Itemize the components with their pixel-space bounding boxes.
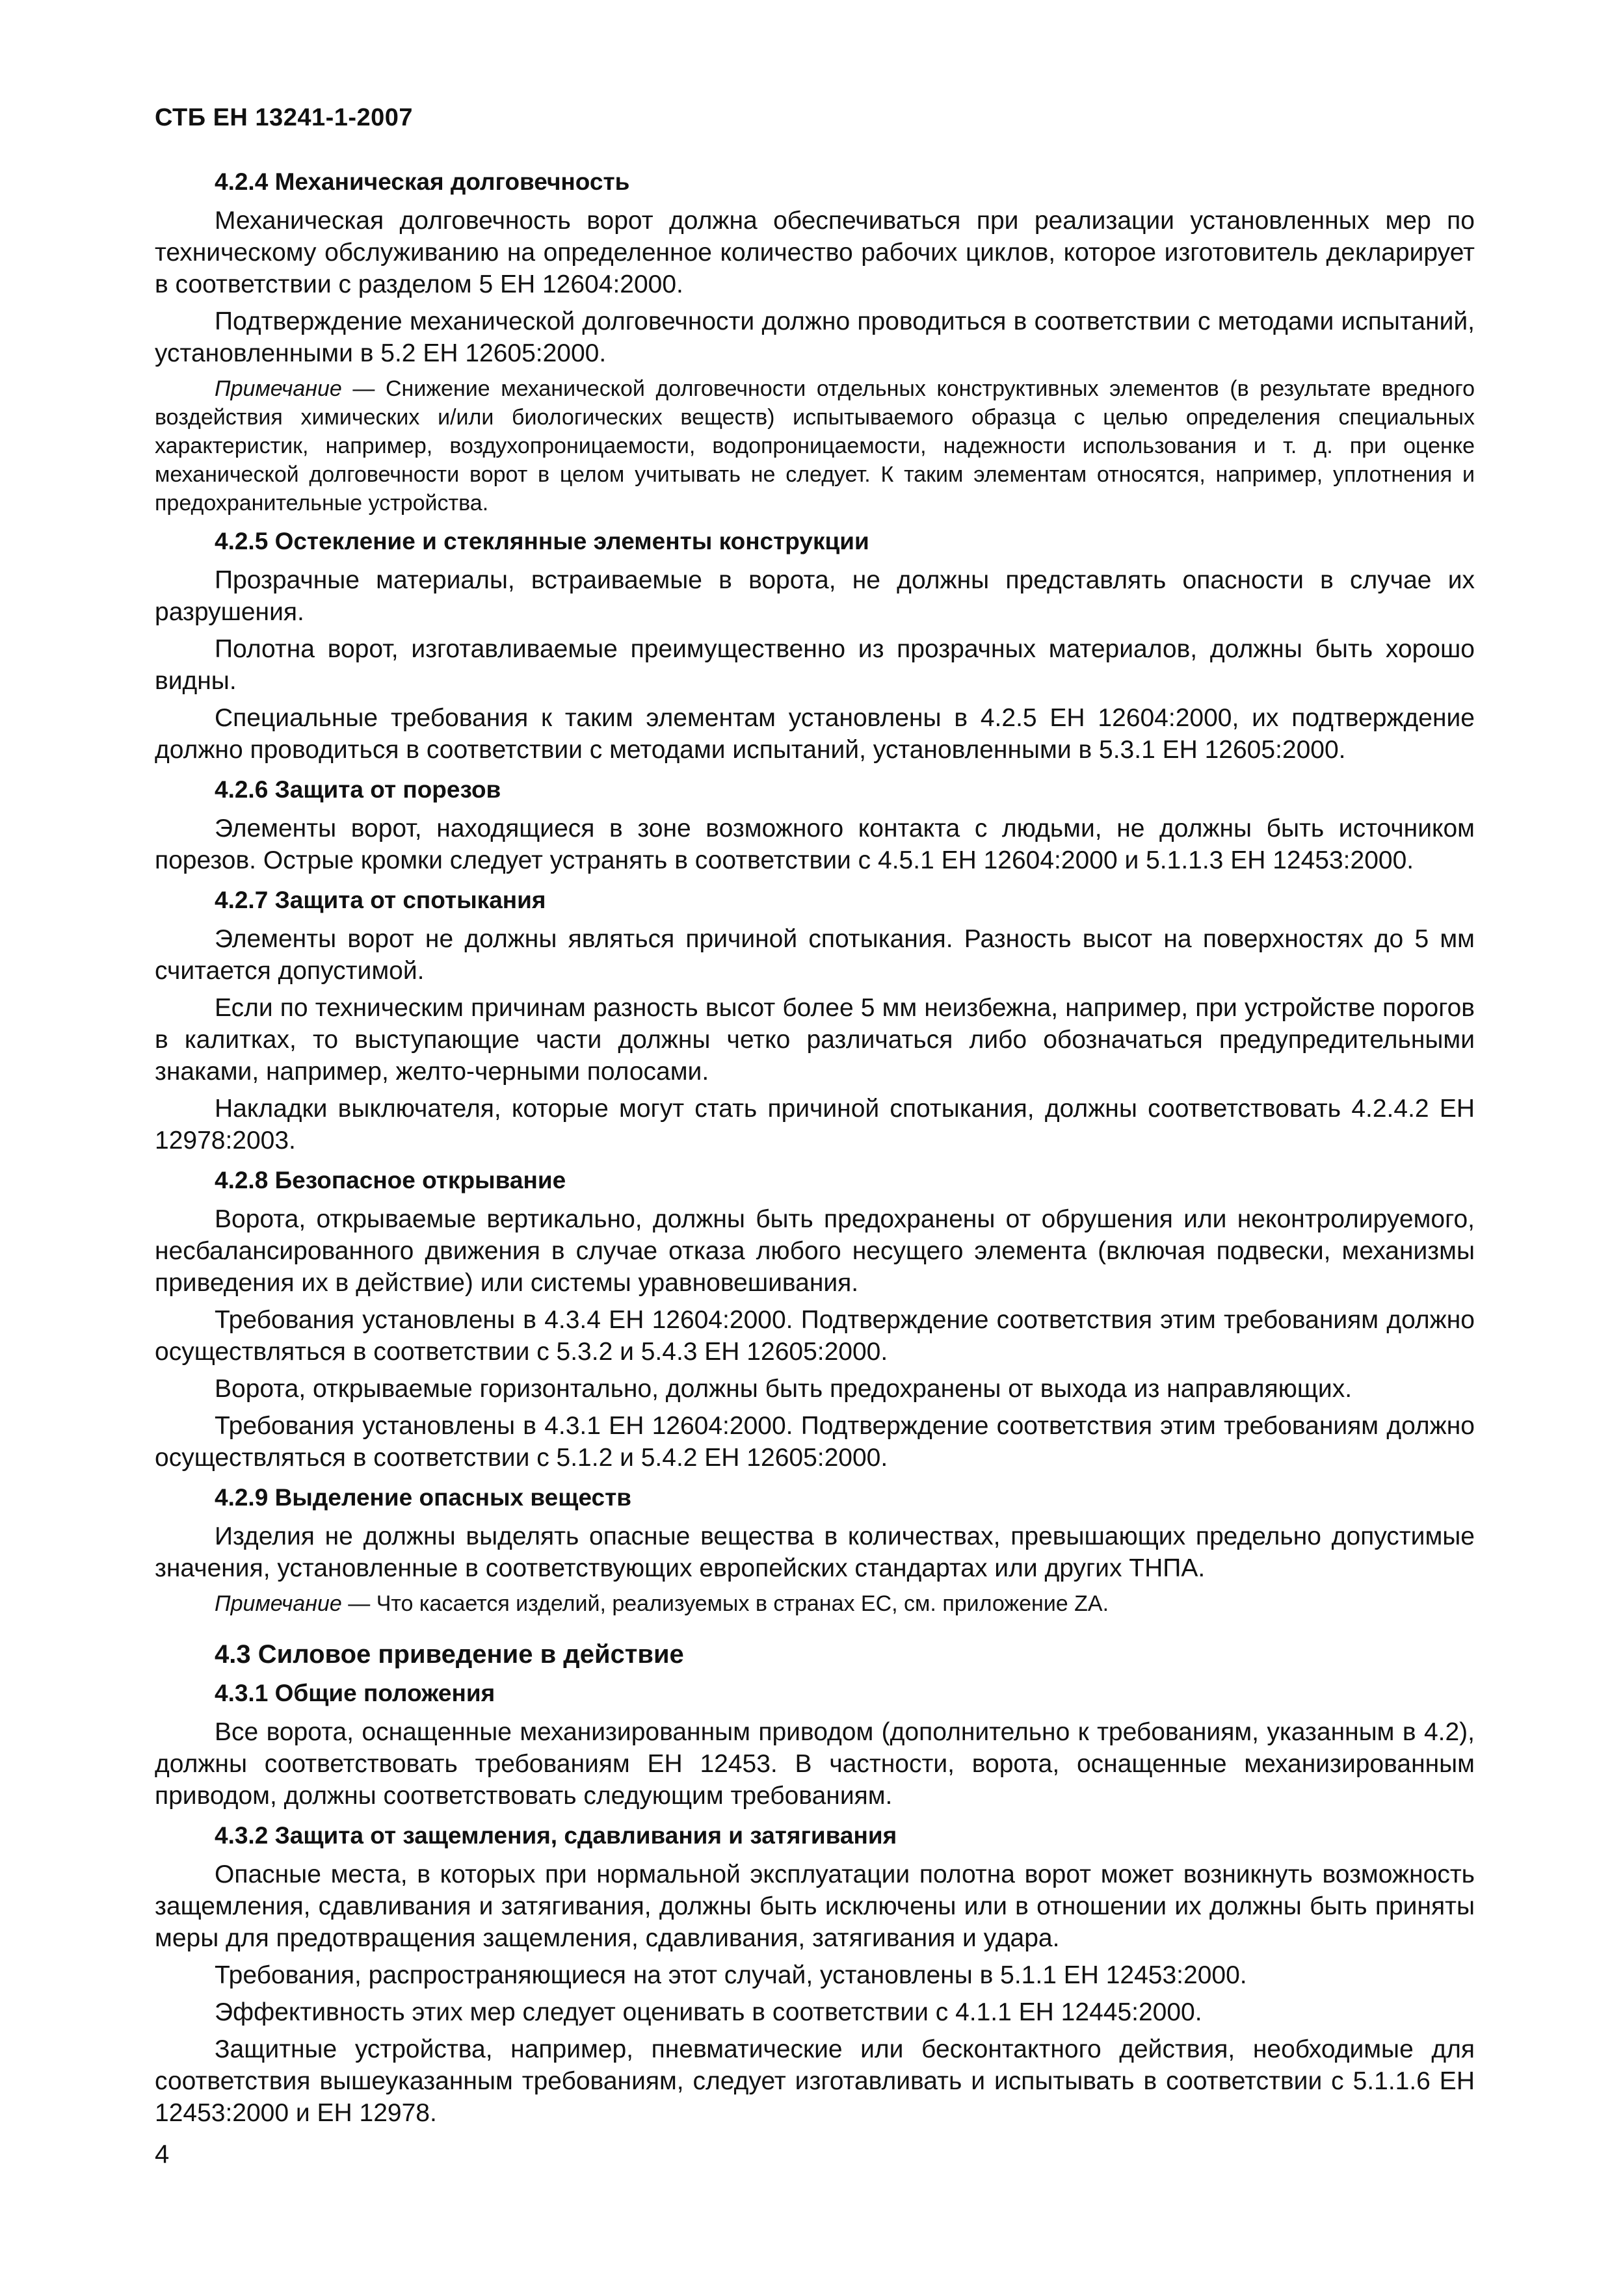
heading-4-2-5: 4.2.5 Остекление и стеклянные элементы конструкции	[215, 528, 869, 554]
note-text: — Снижение механической долговечности отдельных конструктивных элементов (в результате вредного воздействия химических и/или биологических веществ) испытываемого образца с целью определения специальных характеристик, например, воздухопроницаемости, водопроницаемости, надежности использования и т. д. при оценке механической долговечности ворот в целом учитывать не следует. К таким элементам относятся, например, уплотнения и предохранительные устройства.	[155, 376, 1475, 515]
heading-4-2-4: 4.2.4 Механическая долговечность	[215, 168, 630, 195]
heading-4-3-1: 4.3.1 Общие положения	[215, 1680, 495, 1706]
page-number: 4	[155, 2140, 170, 2169]
paragraph: Ворота, открываемые горизонтально, должны быть предохранены от выхода из направляющих.	[215, 1375, 1352, 1403]
heading-4-2-9: 4.2.9 Выделение опасных веществ	[215, 1484, 631, 1511]
paragraph: Изделия не должны выделять опасные вещества в количествах, превышающих предельно допустимые значения, установленные в соответствующих европейских стандартах или других ТНПА.	[155, 1522, 1475, 1582]
paragraph: Опасные места, в которых при нормальной эксплуатации полотна ворот может возникнуть возможность защемления, сдавливания и затягивания, должны быть исключены или в отношении их должны быть приняты меры для предотвращения защемления, сдавливания, затягивания и удара.	[155, 1860, 1475, 1952]
paragraph: Подтверждение механической долговечности должно проводиться в соответствии с методами испытаний, установленными в 5.2 ЕН 12605:2000.	[155, 307, 1475, 367]
paragraph: Элементы ворот, находящиеся в зоне возможного контакта с людьми, не должны быть источником порезов. Острые кромки следует устранять в соответствии с 4.5.1 ЕН 12604:2000 и 5.1.1.3 ЕН 12453:2000.	[155, 815, 1475, 874]
note	[155, 374, 1475, 517]
paragraph: Накладки выключателя, которые могут стать причиной спотыкания, должны соответствовать 4.2.4.2 ЕН 12978:2003.	[155, 1095, 1475, 1155]
heading-4-2-8: 4.2.8 Безопасное открывание	[215, 1167, 566, 1194]
paragraph: Механическая долговечность ворот должна обеспечиваться при реализации установленных мер по техническому обслуживанию на определенное количество рабочих циклов, которое изготовитель декларирует в соответствии с разделом 5 ЕН 12604:2000.	[155, 207, 1475, 298]
note-text: — Что касается изделий, реализуемых в странах ЕС, см. приложение ZA.	[341, 1591, 1109, 1616]
paragraph: Требования установлены в 4.3.4 ЕН 12604:2000. Подтверждение соответствия этим требованиям должно осуществляться в соответствии с 5.3.2 и 5.4.3 ЕН 12605:2000.	[155, 1306, 1475, 1366]
paragraph: Защитные устройства, например, пневматические или бесконтактного действия, необходимые для соответствия вышеуказанным требованиям, следует изготавливать и испытывать в соответствии с 5.1.1.6 ЕН 12453:2000 и ЕН 12978.	[155, 2035, 1475, 2127]
note	[155, 1589, 1475, 1618]
document-code: СТБ ЕН 13241-1-2007	[155, 104, 414, 131]
document-page	[155, 104, 1475, 2134]
paragraph: Прозрачные материалы, встраиваемые в ворота, не должны представлять опасности в случае их разрушения.	[155, 566, 1475, 626]
heading-4-3: 4.3 Силовое приведение в действие	[215, 1640, 684, 1669]
paragraph: Элементы ворот не должны являться причиной спотыкания. Разность высот на поверхностях до 5 мм считается допустимой.	[155, 925, 1475, 985]
paragraph: Если по техническим причинам разность высот более 5 мм неизбежна, например, при устройстве порогов в калитках, то выступающие части должны четко различаться либо обозначаться предупредительными знаками, например, желто-черными полосами.	[155, 994, 1475, 1086]
paragraph: Требования, распространяющиеся на этот случай, установлены в 5.1.1 ЕН 12453:2000.	[215, 1961, 1247, 1989]
paragraph: Ворота, открываемые вертикально, должны быть предохранены от обрушения или неконтролируемого, несбалансированного движения в случае отказа любого несущего элемента (включая подвески, механизмы приведения их в действие) или системы уравновешивания.	[155, 1205, 1475, 1297]
heading-4-2-7: 4.2.7 Защита от спотыкания	[215, 887, 546, 913]
paragraph: Все ворота, оснащенные механизированным приводом (дополнительно к требованиям, указанным в 4.2), должны соответствовать требованиям ЕН 12453. В частности, ворота, оснащенные механизированным приводом, должны соответствовать следующим требованиям.	[155, 1718, 1475, 1810]
paragraph: Требования установлены в 4.3.1 ЕН 12604:2000. Подтверждение соответствия этим требованиям должно осуществляться в соответствии с 5.1.2 и 5.4.2 ЕН 12605:2000.	[155, 1412, 1475, 1472]
note-label: Примечание	[215, 376, 342, 401]
paragraph: Эффективность этих мер следует оценивать в соответствии с 4.1.1 ЕН 12445:2000.	[215, 1998, 1202, 2026]
paragraph: Полотна ворот, изготавливаемые преимущественно из прозрачных материалов, должны быть хорошо видны.	[155, 635, 1475, 695]
paragraph: Специальные требования к таким элементам установлены в 4.2.5 ЕН 12604:2000, их подтверждение должно проводиться в соответствии с методами испытаний, установленными в 5.3.1 ЕН 12605:2000.	[155, 704, 1475, 764]
heading-4-3-2: 4.3.2 Защита от защемления, сдавливания и затягивания	[215, 1822, 897, 1849]
note-label: Примечание	[215, 1591, 342, 1616]
heading-4-2-6: 4.2.6 Защита от порезов	[215, 776, 501, 803]
